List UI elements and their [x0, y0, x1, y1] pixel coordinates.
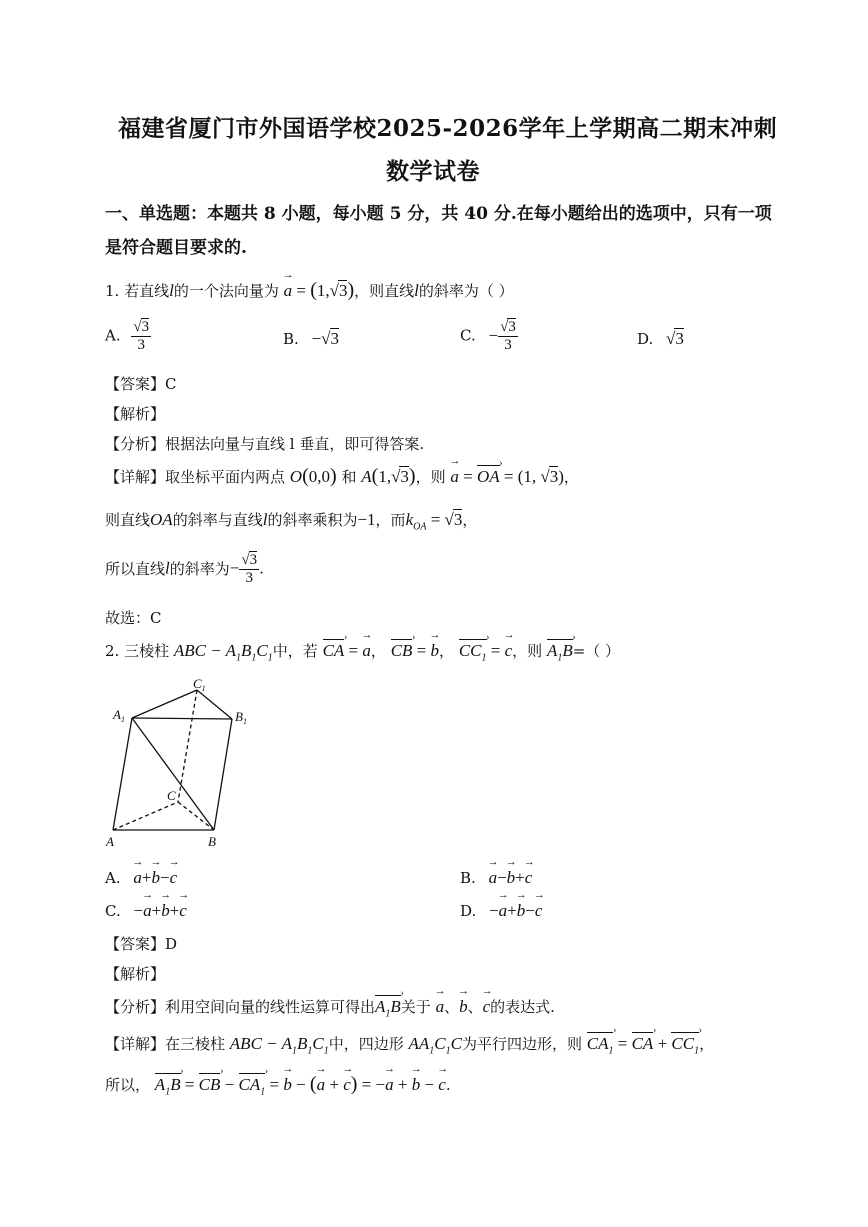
label-A: A — [106, 834, 114, 849]
label-C: C — [167, 788, 176, 803]
q1-option-c: C. − $\frac{√3}{3}$ — [460, 319, 516, 353]
label-B1: $B_1$ — [235, 709, 247, 726]
q2-answer: 【答案】D — [105, 935, 178, 953]
q1-analysis-head: 【解析】 — [105, 405, 166, 423]
q1-detail-line2: 则直线OA的斜率与直线l的斜率乘积为−1，而$k_{OA} = √3$， — [105, 510, 478, 533]
q2-detail-line2: 所以， $A_1B$ › = CB › − $CA_1$ › = → b − (→ a + → c) = −→ a + → b − → c. — [105, 1073, 451, 1097]
q2-option-b: B. → a−→ b+→ c — [460, 868, 532, 888]
q1-stem-b: 的一个法向量为 — [173, 282, 279, 300]
section-header-line2: 是符合题目要求的. — [105, 238, 247, 258]
page-title: 福建省厦门市外国语学校2025-2026学年上学期高二期末冲刺 — [118, 115, 778, 142]
q1-stem — [105, 279, 514, 302]
label-B: B — [208, 834, 216, 849]
page-subtitle: 数学试卷 — [386, 158, 480, 185]
q2-option-c: C. −→ a+→ b+→ c — [105, 901, 187, 921]
q1-answer: 【答案】C — [105, 375, 177, 393]
label-C1: $C_1$ — [193, 676, 206, 693]
q1-choice: 故选：C — [105, 609, 162, 627]
q2-option-d: D. −→ a+→ b−→ c — [460, 901, 542, 921]
section-header-line1: 一、单选题：本题共 8 小题，每小题 5 分，共 40 分.在每小题给出的选项中，只有一项 — [105, 204, 772, 224]
q1-normal-vector: → a = (1,√3) — [284, 281, 355, 300]
q1-detail-line3: 所以直线l的斜率为− $\frac{√3}{3}$ . — [105, 552, 264, 586]
q1-stem-d: 的斜率为（ ） — [418, 282, 514, 300]
q1-stem-a: 1. 若直线 — [105, 282, 170, 300]
q1-var-l: l — [169, 281, 174, 300]
q2-option-a: A. → a+→ b−→ c — [105, 868, 177, 888]
q1-detail-line1: 【详解】取坐标平面内两点 O(0,0) 和 A(1,√3)，则 → a = OA › = (1, √3)， — [105, 465, 579, 488]
q2-stem: 2. 三棱柱 ABC − $A_1B_1C_1$中，若 CA › = → a， CB › = → b， $CC_1$ › = → c，则 $A_1B$ ›=（ ） — [105, 640, 620, 663]
q1-fenxi: 【分析】根据法向量与直线 l 垂直，即可得答案. — [105, 435, 425, 453]
q1-var-l2: l — [414, 281, 419, 300]
q1-option-d: D. √3 — [637, 329, 684, 348]
prism-figure — [100, 672, 270, 852]
q2-fenxi: 【分析】利用空间向量的线性运算可得出$A_1B$ ›关于 → a、→ b、→ c的表达式. — [105, 996, 555, 1019]
q1-option-b: B. −√3 — [283, 329, 339, 348]
q2-analysis-head: 【解析】 — [105, 965, 166, 983]
label-A1: $A_1$ — [113, 707, 125, 724]
q1-option-a: A. $\frac{√3}{3}$ — [105, 319, 150, 353]
q2-detail-line1: 【详解】在三棱柱 ABC − $A_1B_1C_1$中，四边形 $AA_1C_1C$为平行四边形，则 $CA_1$ › = CA › + $CC_1$ ›， — [105, 1033, 714, 1056]
q1-stem-c: ，则直线 — [354, 282, 415, 300]
